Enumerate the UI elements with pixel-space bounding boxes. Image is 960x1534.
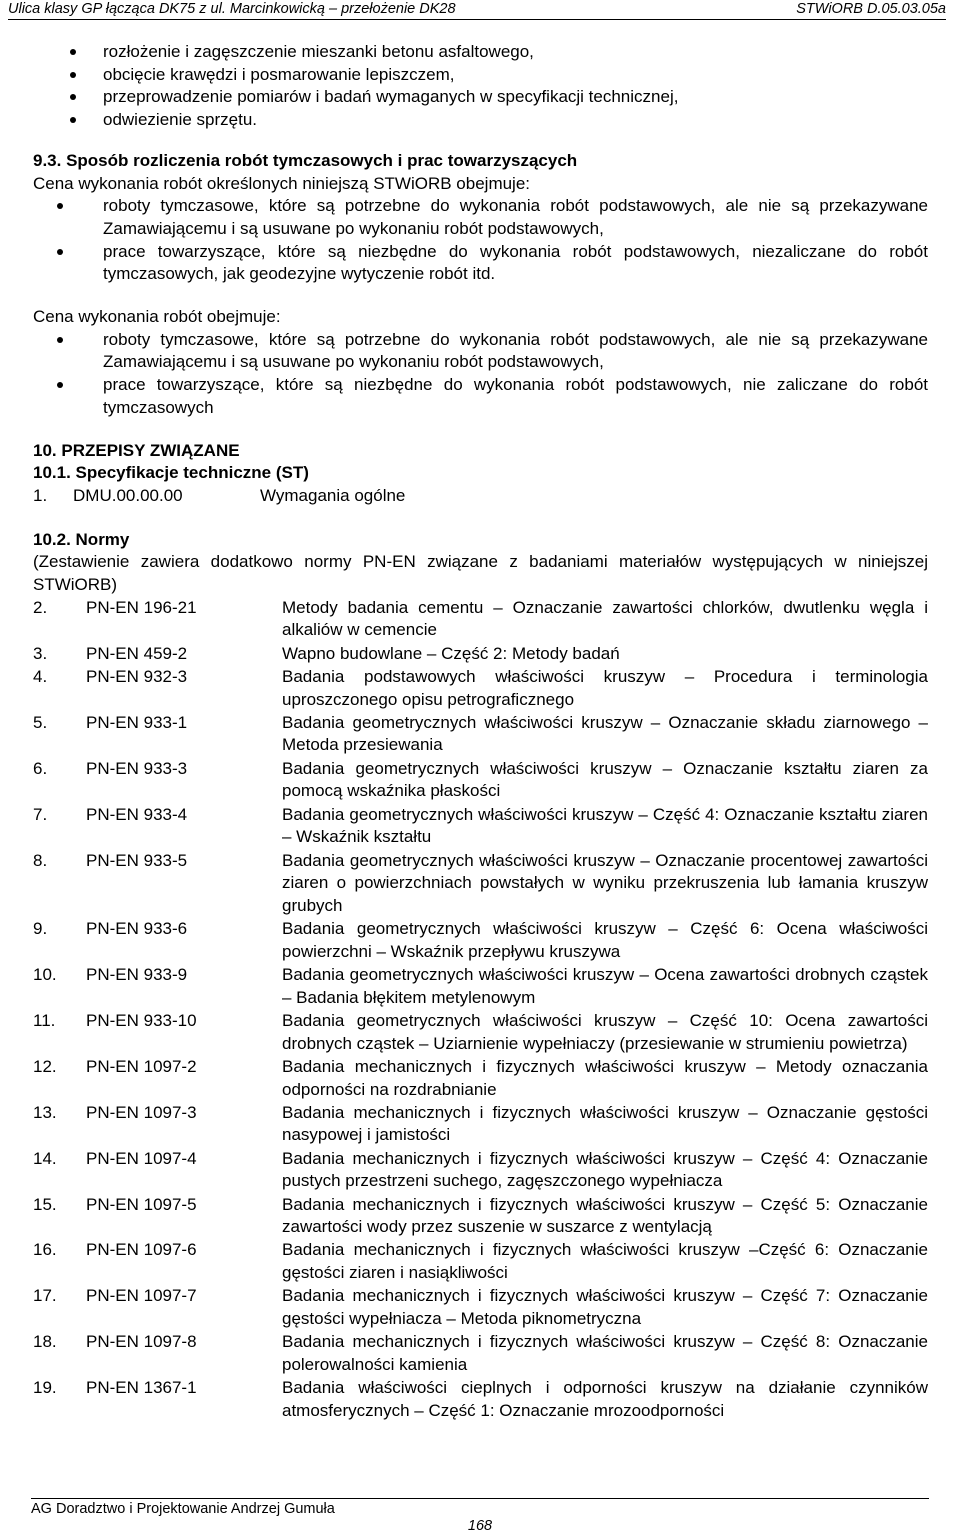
norm-row	[33, 964, 928, 1009]
norm-number: 9.	[33, 919, 48, 939]
norm-row	[33, 758, 928, 803]
norm-number: 14.	[33, 1148, 57, 1168]
norm-code: PN-EN 1097-8	[86, 1332, 197, 1352]
norm-title: Badania podstawowych właściwości kruszyw – Procedura i terminologia uproszczonego opisu petrograficznego	[282, 666, 928, 709]
norm-row	[33, 643, 928, 666]
norm-row	[33, 1331, 928, 1376]
norm-number: 5.	[33, 712, 48, 732]
norm-number: 8.	[33, 850, 48, 870]
spec-code: DMU.00.00.00	[73, 485, 183, 505]
section-9-3-intro-2: Cena wykonania robót obejmuje:	[33, 307, 281, 327]
norm-row	[33, 666, 928, 711]
norm-code: PN-EN 459-2	[86, 643, 188, 663]
norm-number: 7.	[33, 804, 48, 824]
norm-code: PN-EN 933-4	[86, 804, 188, 824]
norm-number: 6.	[33, 758, 48, 778]
norm-row	[33, 1239, 928, 1284]
norm-number: 13.	[33, 1102, 57, 1122]
norm-number: 18.	[33, 1332, 57, 1352]
norm-title: Badania geometrycznych właściwości kruszyw – Oznaczanie składu ziarnowego – Metoda przesiewania	[282, 712, 928, 755]
norms-list	[33, 597, 928, 1423]
norm-number: 12.	[33, 1056, 57, 1076]
list-item: roboty tymczasowe, które są potrzebne do wykonania robót podstawowych, ale nie są przekazywane Zamawiającemu i są usuwane po wykonaniu robót podstawowych,	[33, 195, 928, 240]
section-10-1-heading: 10.1. Specyfikacje techniczne (ST)	[33, 463, 309, 483]
norm-title: Badania geometrycznych właściwości kruszyw – Część 6: Ocena właściwości powierzchni – Wskaźnik przepływu kruszywa	[282, 919, 928, 961]
list-item: przeprowadzenie pomiarów i badań wymaganych w specyfikacji technicznej,	[33, 86, 928, 109]
section-9-3-intro: Cena wykonania robót określonych niniejszą STWiORB obejmuje:	[33, 173, 531, 193]
norm-row	[33, 1010, 928, 1055]
norm-code: PN-EN 196-21	[86, 597, 197, 617]
norm-code: PN-EN 1097-5	[86, 1194, 197, 1214]
norm-row	[33, 597, 928, 642]
norm-title: Badania geometrycznych właściwości kruszyw – Część 10: Ocena zawartości drobnych cząstek – Uziarnienie wypełniaczy (przesiewanie w strumieniu powietrza)	[282, 1010, 928, 1053]
norms-note: (Zestawienie zawiera dodatkowo normy PN-EN związane z badaniami materiałów występujących w niniejszej STWiORB)	[33, 552, 928, 595]
section-9-3-heading: 9.3. Sposób rozliczenia robót tymczasowych i prac towarzyszących	[33, 150, 578, 170]
norm-title: Badania mechanicznych i fizycznych właściwości kruszyw – Część 4: Oznaczanie pustych przestrzeni suchego, zagęszczonego wypełniacza	[282, 1148, 928, 1191]
norm-title: Badania mechanicznych i fizycznych właściwości kruszyw – Część 7: Oznaczanie gęstości wypełniacza – Metoda piknometryczna	[282, 1286, 928, 1329]
list-item: rozłożenie i zagęszczenie mieszanki betonu asfaltowego,	[33, 41, 928, 64]
norm-title: Badania geometrycznych właściwości kruszyw – Część 4: Oznaczanie kształtu ziaren – Wskaźnik kształtu	[282, 804, 928, 847]
norm-number: 10.	[33, 965, 57, 985]
norm-number: 3.	[33, 643, 48, 663]
section-9-3-list	[33, 195, 928, 286]
norm-row	[33, 1056, 928, 1101]
norm-title: Badania mechanicznych i fizycznych właściwości kruszyw – Część 5: Oznaczanie zawartości wody przez suszenie w suszarce z wentylacją	[282, 1194, 928, 1237]
norm-row	[33, 1285, 928, 1330]
footer-company: AG Doradztwo i Projektowanie Andrzej Gumuła	[31, 1501, 335, 1517]
norm-row	[33, 1102, 928, 1147]
norm-code: PN-EN 1097-4	[86, 1148, 197, 1168]
spec-title: Wymagania ogólne	[260, 485, 406, 505]
norm-code: PN-EN 932-3	[86, 666, 188, 686]
norm-row	[33, 712, 928, 757]
norm-number: 15.	[33, 1194, 57, 1214]
norm-code: PN-EN 1097-3	[86, 1102, 197, 1122]
norm-code: PN-EN 933-1	[86, 712, 188, 732]
norm-row	[33, 804, 928, 849]
norm-code: PN-EN 1097-6	[86, 1240, 197, 1260]
list-item: prace towarzyszące, które są niezbędne do wykonania robót podstawowych, nie zaliczane do robót tymczasowych	[33, 374, 928, 419]
norm-code: PN-EN 933-9	[86, 965, 188, 985]
norm-code: PN-EN 933-3	[86, 758, 188, 778]
norm-code: PN-EN 933-5	[86, 850, 188, 870]
norm-title: Badania właściwości cieplnych i odporności kruszyw na działanie czynników atmosferycznych – Część 1: Oznaczanie mrozoodporności	[282, 1378, 928, 1420]
section-10-2-heading: 10.2. Normy	[33, 529, 130, 549]
norm-title: Badania geometrycznych właściwości kruszyw – Oznaczanie kształtu ziaren za pomocą wskaźnika płaskości	[282, 758, 928, 801]
list-item: roboty tymczasowe, które są potrzebne do wykonania robót podstawowych, ale nie są przekazywane Zamawiającemu i są usuwane po wykonaniu robót podstawowych,	[33, 329, 928, 374]
document-body	[33, 41, 928, 1423]
section-10-heading: 10. PRZEPISY ZWIĄZANE	[33, 440, 240, 460]
header-spec-code: STWiORB D.05.03.05a	[796, 1, 946, 17]
list-item: odwiezienie sprzętu.	[33, 109, 928, 132]
norm-row	[33, 1377, 928, 1422]
norm-code: PN-EN 933-10	[86, 1010, 197, 1030]
norm-row	[33, 1148, 928, 1193]
list-item: obcięcie krawędzi i posmarowanie lepiszczem,	[33, 64, 928, 87]
spec-number: 1.	[33, 485, 48, 505]
norm-code: PN-EN 1367-1	[86, 1378, 197, 1398]
works-bullet-list	[33, 41, 928, 132]
norm-code: PN-EN 1097-2	[86, 1056, 197, 1076]
norm-number: 19.	[33, 1378, 57, 1398]
norm-title: Badania mechanicznych i fizycznych właściwości kruszyw – Metody oznaczania odporności na rozdrabnianie	[282, 1056, 928, 1099]
section-9-3-list-2	[33, 329, 928, 420]
norm-title: Badania mechanicznych i fizycznych właściwości kruszyw –Część 6: Oznaczanie gęstości ziaren i nasiąkliwości	[282, 1240, 928, 1283]
norm-title: Metody badania cementu – Oznaczanie zawartości chlorków, dwutlenku węgla i alkaliów w cemencie	[282, 597, 928, 640]
page-footer	[31, 1498, 929, 1517]
norm-title: Badania mechanicznych i fizycznych właściwości kruszyw – Oznaczanie gęstości nasypowej i jamistości	[282, 1102, 928, 1145]
norm-row	[33, 918, 928, 963]
spec-row	[33, 485, 928, 508]
norm-title: Badania geometrycznych właściwości kruszyw – Oznaczanie procentowej zawartości ziaren o powierzchniach powstałych w wyniku przekruszenia lub łamania kruszyw grubych	[282, 850, 928, 915]
page-number: 168	[467, 1518, 493, 1534]
norm-title: Wapno budowlane – Część 2: Metody badań	[282, 643, 620, 663]
norm-number: 11.	[33, 1010, 56, 1030]
header-document-title: Ulica klasy GP łącząca DK75 z ul. Marcinkowicką – przełożenie DK28	[8, 1, 456, 17]
norm-number: 2.	[33, 597, 48, 617]
norm-row	[33, 1194, 928, 1239]
norm-code: PN-EN 933-6	[86, 919, 188, 939]
norm-title: Badania mechanicznych i fizycznych właściwości kruszyw – Część 8: Oznaczanie polerowalności kamienia	[282, 1332, 928, 1374]
norm-number: 16.	[33, 1240, 57, 1260]
norm-number: 4.	[33, 666, 48, 686]
norm-row	[33, 850, 928, 918]
norm-code: PN-EN 1097-7	[86, 1286, 197, 1306]
list-item: prace towarzyszące, które są niezbędne do wykonania robót podstawowych, niezaliczane do robót tymczasowych, jak geodezyjne wytyczenie robót itd.	[33, 241, 928, 286]
page-header	[8, 0, 946, 20]
norm-number: 17.	[33, 1286, 57, 1306]
norm-title: Badania geometrycznych właściwości kruszyw – Ocena zawartości drobnych cząstek – Badania błękitem metylenowym	[282, 965, 928, 1007]
